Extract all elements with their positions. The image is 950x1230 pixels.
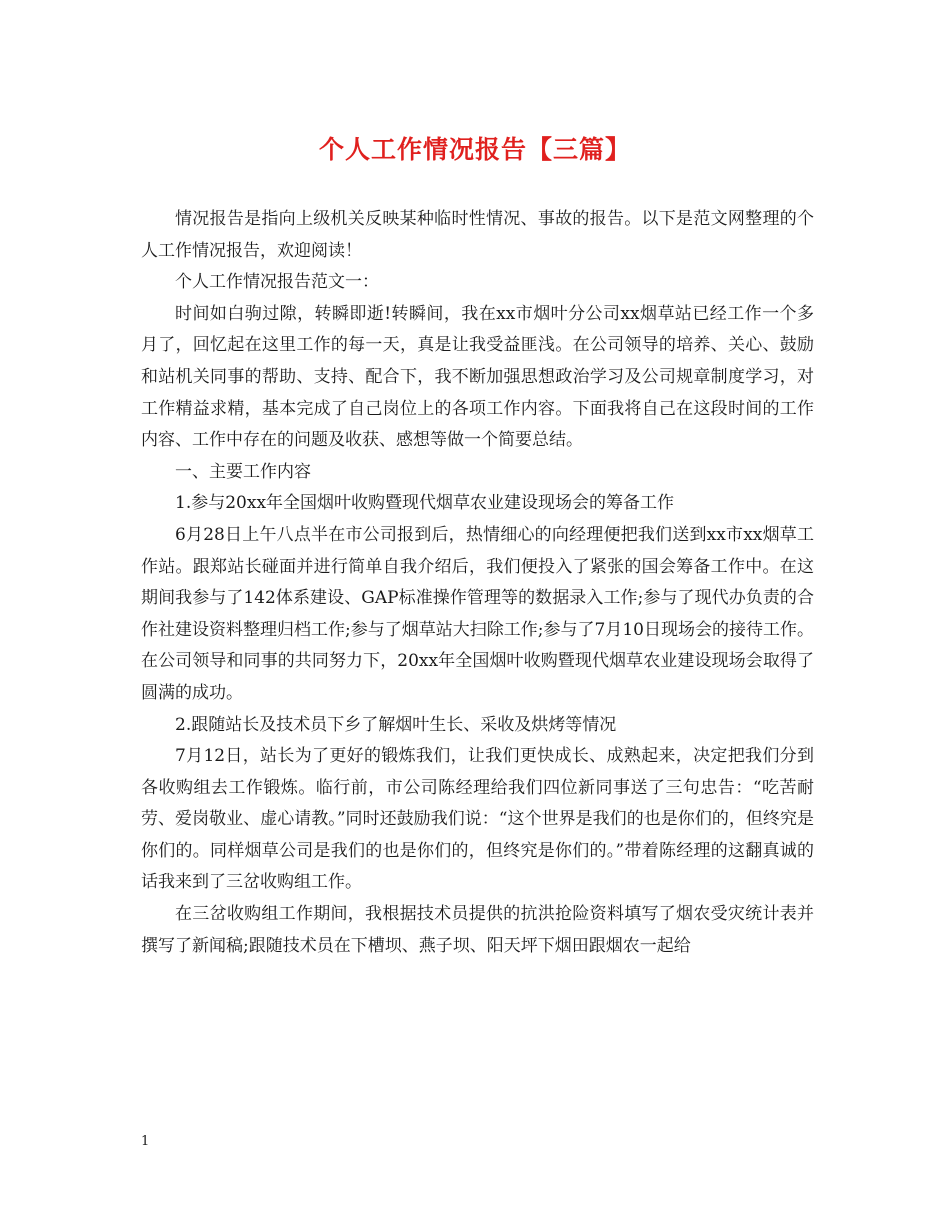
page-number: 1 <box>141 1134 150 1149</box>
document-body <box>141 204 814 962</box>
paragraph-sample-heading: 个人工作情况报告范文一： <box>175 272 379 293</box>
subheading-item-2: 2.跟随站长及技术员下乡了解烟叶生长、采收及烘烤等情况 <box>175 714 617 735</box>
paragraph-item-2: 7月12日，站长为了更好的锻炼我们，让我们更快成长、成熟起来，决定把我们分到各收购组去工作锻炼。临行前，市公司陈经理给我们四位新同事送了三句忠告：“吃苦耐劳、爱岗敬业、虚心请教。”同时还鼓励我们说：“这个世界是我们的也是你们的，但终究是你们的。同样烟草公司是我们的也是你们的，但终究是你们的。”带着陈经理的这翻真诚的话我来到了三岔收购组工作。 <box>141 746 814 893</box>
paragraph-item-1: 6月28日上午八点半在市公司报到后，热情细心的向经理便把我们送到xx市xx烟草工作站。跟郑站长碰面并进行简单自我介绍后，我们便投入了紧张的国会筹备工作中。在这期间我参与了142体系建设、GAP标准操作管理等的数据录入工作;参与了现代办负责的合作社建设资料整理归档工作;参与了烟草站大扫除工作;参与了7月10日现场会的接待工作。在公司领导和同事的共同努力下，20xx年全国烟叶收购暨现代烟草农业建设现场会取得了圆满的成功。 <box>141 524 814 703</box>
document-title: 个人工作情况报告【三篇】 <box>318 135 631 164</box>
section-heading-main-work: 一、主要工作内容 <box>175 461 311 482</box>
paragraph-intro: 情况报告是指向上级机关反映某种临时性情况、事故的报告。以下是范文网整理的个人工作情况报告，欢迎阅读！ <box>141 209 814 261</box>
subheading-item-1: 1.参与20xx年全国烟叶收购暨现代烟草农业建设现场会的筹备工作 <box>175 493 675 514</box>
paragraph-opening: 时间如白驹过隙，转瞬即逝!转瞬间，我在xx市烟叶分公司xx烟草站已经工作一个多月了，回忆起在这里工作的每一天，真是让我受益匪浅。在公司领导的培养、关心、鼓励和站机关同事的帮助、支持、配合下，我不断加强思想政治学习及公司规章制度学习，对工作精益求精，基本完成了自己岗位上的各项工作内容。下面我将自己在这段时间的工作内容、工作中存在的问题及收获、感想等做一个简要总结。 <box>141 303 814 451</box>
paragraph-sancha-work: 在三岔收购组工作期间，我根据技术员提供的抗洪抢险资料填写了烟农受灾统计表并撰写了新闻稿;跟随技术员在下槽坝、燕子坝、阳天坪下烟田跟烟农一起给 <box>141 904 814 956</box>
